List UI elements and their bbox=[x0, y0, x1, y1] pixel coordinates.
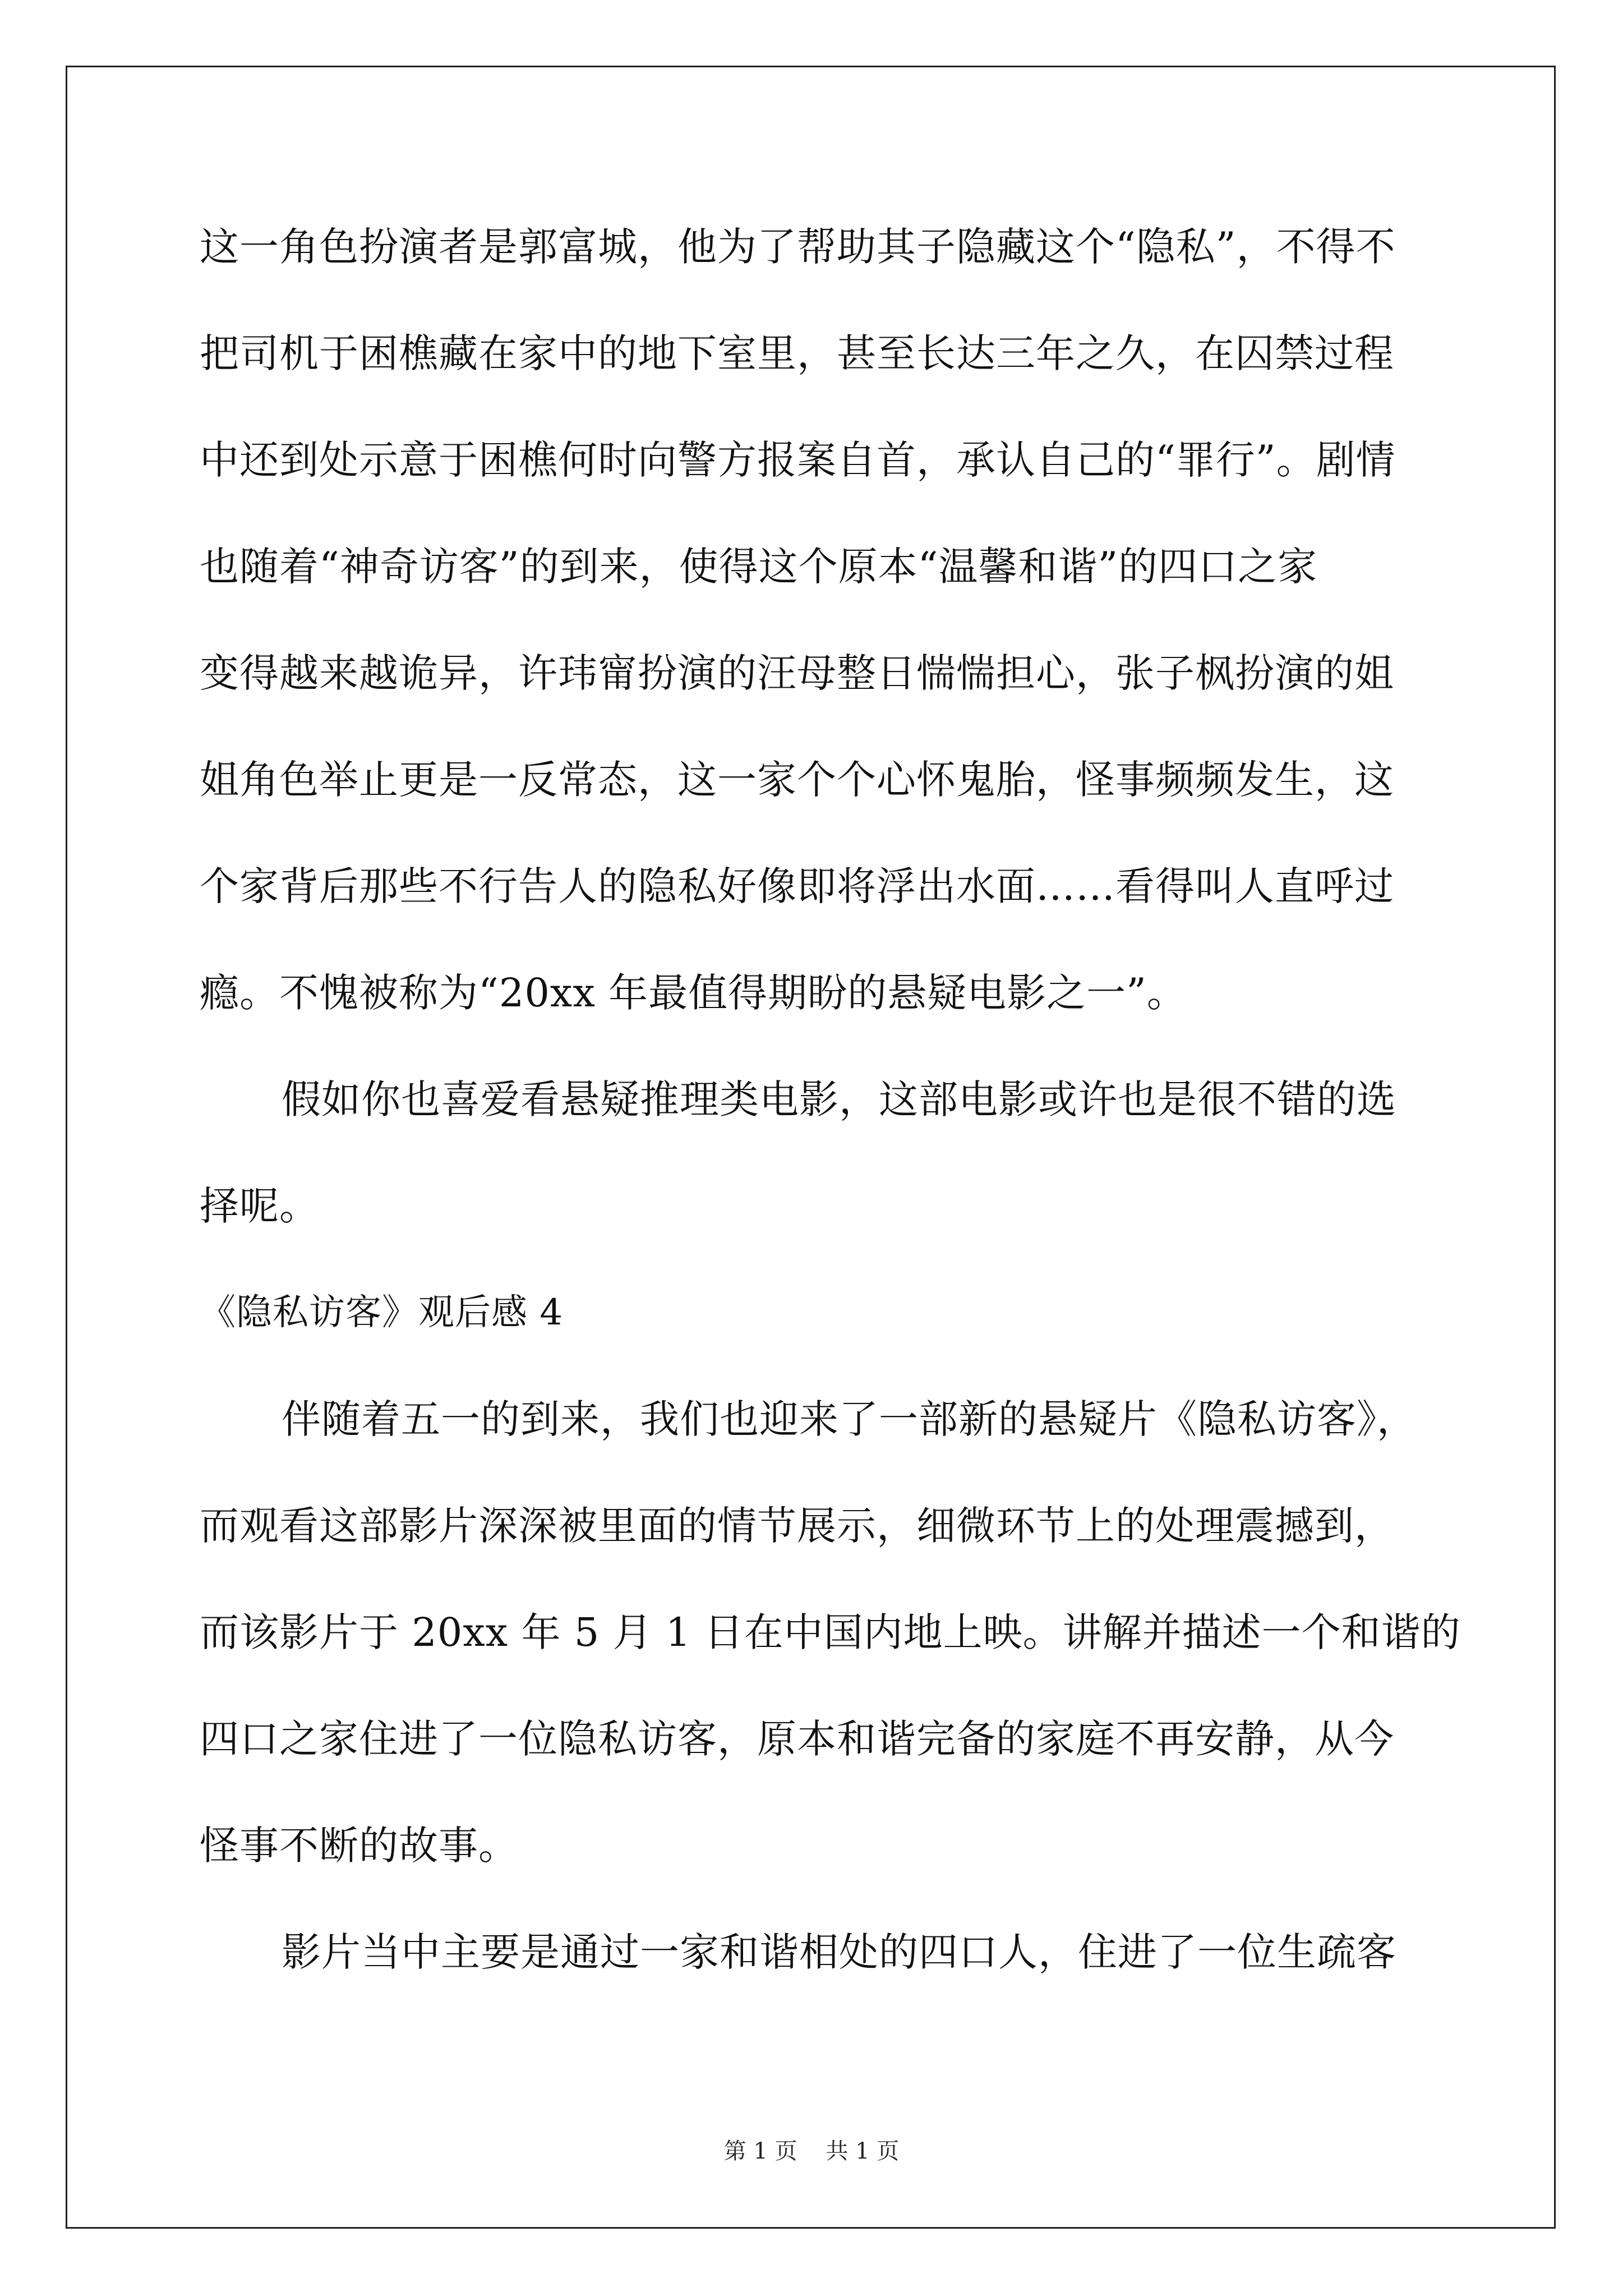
body-line-15: 四口之家住进了一位隐私访客，原本和谐完备的家庭不再安静，从今 bbox=[200, 1716, 1394, 1762]
paragraph-line-17: 影片当中主要是通过一家和谐相处的四口人，住进了一位生疏客 bbox=[282, 1929, 1396, 1975]
body-line-7: 个家背后那些不行告人的隐私好像即将浮出水面……看得叫人直呼过 bbox=[200, 863, 1394, 909]
paragraph-line-9: 假如你也喜爱看悬疑推理类电影，这部电影或许也是很不错的选 bbox=[282, 1076, 1396, 1122]
paragraph-line-12: 伴随着五一的到来，我们也迎来了一部新的悬疑片《隐私访客》， bbox=[282, 1396, 1417, 1442]
body-line-5: 变得越来越诡异，许玮甯扮演的汪母整日惴惴担心，张子枫扮演的姐 bbox=[200, 650, 1394, 696]
page-border bbox=[66, 66, 1556, 2229]
section-heading: 《隐私访客》观后感 4 bbox=[200, 1292, 564, 1333]
body-line-13: 而观看这部影片深深被里面的情节展示，细微环节上的处理震撼到， bbox=[200, 1503, 1394, 1549]
body-line-10: 择呢。 bbox=[200, 1183, 319, 1229]
body-line-4: 也随着“神奇访客”的到来，使得这个原本“温馨和谐”的四口之家 bbox=[200, 544, 1318, 590]
body-line-2: 把司机于困樵藏在家中的地下室里，甚至长达三年之久，在囚禁过程 bbox=[200, 330, 1394, 376]
body-line-1: 这一角色扮演者是郭富城，他为了帮助其子隐藏这个“隐私”，不得不 bbox=[200, 224, 1396, 270]
page-footer: 第 1 页 共 1 页 bbox=[723, 2138, 900, 2164]
body-line-8: 瘾。不愧被称为“20xx 年最值得期盼的悬疑电影之一”。 bbox=[200, 970, 1187, 1016]
body-line-6: 姐角色举止更是一反常态，这一家个个心怀鬼胎，怪事频频发生，这 bbox=[200, 757, 1394, 803]
body-line-16: 怪事不断的故事。 bbox=[200, 1823, 518, 1869]
body-line-3: 中还到处示意于困樵何时向警方报案自首，承认自己的“罪行”。剧情 bbox=[200, 437, 1396, 483]
body-line-14: 而该影片于 20xx 年 5 月 1 日在中国内地上映。讲解并描述一个和谐的 bbox=[200, 1609, 1461, 1655]
